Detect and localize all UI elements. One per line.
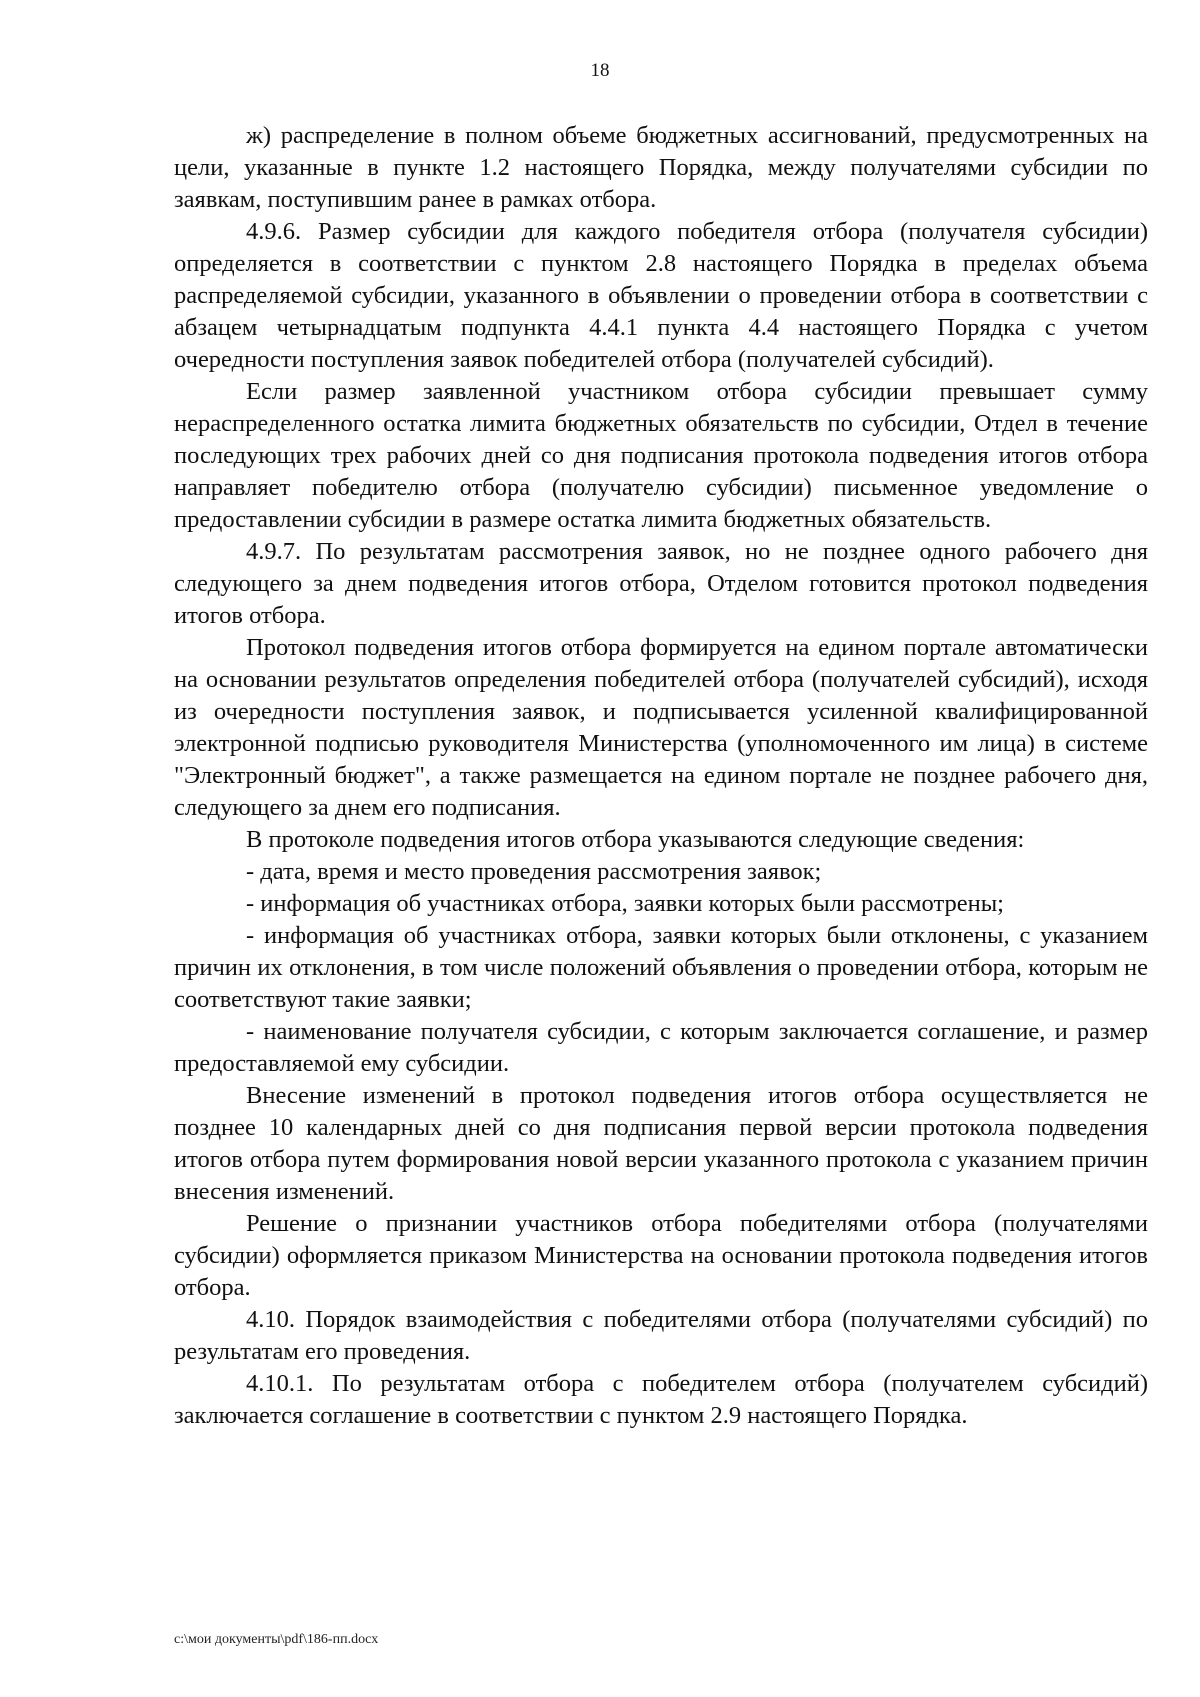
document-body: [174, 120, 1148, 1432]
paragraph: Решение о признании участников отбора победителями отбора (получателями субсидии) оформляется приказом Министерства на основании протокола подведения итогов отбора.: [174, 1210, 1148, 1301]
list-item: - дата, время и место проведения рассмотрения заявок;: [246, 858, 822, 885]
paragraph: В протоколе подведения итогов отбора указываются следующие сведения:: [246, 826, 1025, 853]
paragraph: Протокол подведения итогов отбора формируется на едином портале автоматически на основании результатов определения победителей отбора (получателей субсидий), исходя из очередности поступления заявок, и подписывается усиленной квалифицированной электронной подписью руководителя Министерства (уполномоченного им лица) в системе "Электронный бюджет", а также размещается на едином портале не позднее рабочего дня, следующего за днем его подписания.: [174, 634, 1148, 821]
list-item: - информация об участниках отбора, заявки которых были отклонены, с указанием причин их отклонения, в том числе положений объявления о проведении отбора, которым не соответствуют такие заявки;: [174, 922, 1148, 1013]
paragraph: 4.10.1. По результатам отбора с победителем отбора (получателем субсидий) заключается соглашение в соответствии с пунктом 2.9 настоящего Порядка.: [174, 1370, 1148, 1429]
paragraph: 4.10. Порядок взаимодействия с победителями отбора (получателями субсидий) по результатам его проведения.: [174, 1306, 1148, 1365]
paragraph: ж) распределение в полном объеме бюджетных ассигнований, предусмотренных на цели, указанные в пункте 1.2 настоящего Порядка, между получателями субсидии по заявкам, поступившим ранее в рамках отбора.: [174, 122, 1148, 213]
list-item: - информация об участниках отбора, заявки которых были рассмотрены;: [246, 890, 1004, 917]
page-number: 18: [590, 60, 610, 81]
paragraph: 4.9.7. По результатам рассмотрения заявок, но не позднее одного рабочего дня следующего за днем подведения итогов отбора, Отделом готовится протокол подведения итогов отбора.: [174, 538, 1148, 629]
footer-file-path: c:\мои документы\pdf\186-пп.docx: [174, 1632, 379, 1647]
paragraph: Внесение изменений в протокол подведения итогов отбора осуществляется не позднее 10 календарных дней со дня подписания первой версии протокола подведения итогов отбора путем формирования новой версии указанного протокола с указанием причин внесения изменений.: [174, 1082, 1148, 1205]
list-item: - наименование получателя субсидии, с которым заключается соглашение, и размер предоставляемой ему субсидии.: [174, 1018, 1148, 1077]
paragraph: Если размер заявленной участником отбора субсидии превышает сумму нераспределенного остатка лимита бюджетных обязательств по субсидии, Отдел в течение последующих трех рабочих дней со дня подписания протокола подведения итогов отбора направляет победителю отбора (получателю субсидии) письменное уведомление о предоставлении субсидии в размере остатка лимита бюджетных обязательств.: [174, 378, 1148, 533]
paragraph: 4.9.6. Размер субсидии для каждого победителя отбора (получателя субсидии) определяется в соответствии с пунктом 2.8 настоящего Порядка в пределах объема распределяемой субсидии, указанного в объявлении о проведении отбора в соответствии с абзацем четырнадцатым подпункта 4.4.1 пункта 4.4 настоящего Порядка с учетом очередности поступления заявок победителей отбора (получателей субсидий).: [174, 218, 1148, 373]
